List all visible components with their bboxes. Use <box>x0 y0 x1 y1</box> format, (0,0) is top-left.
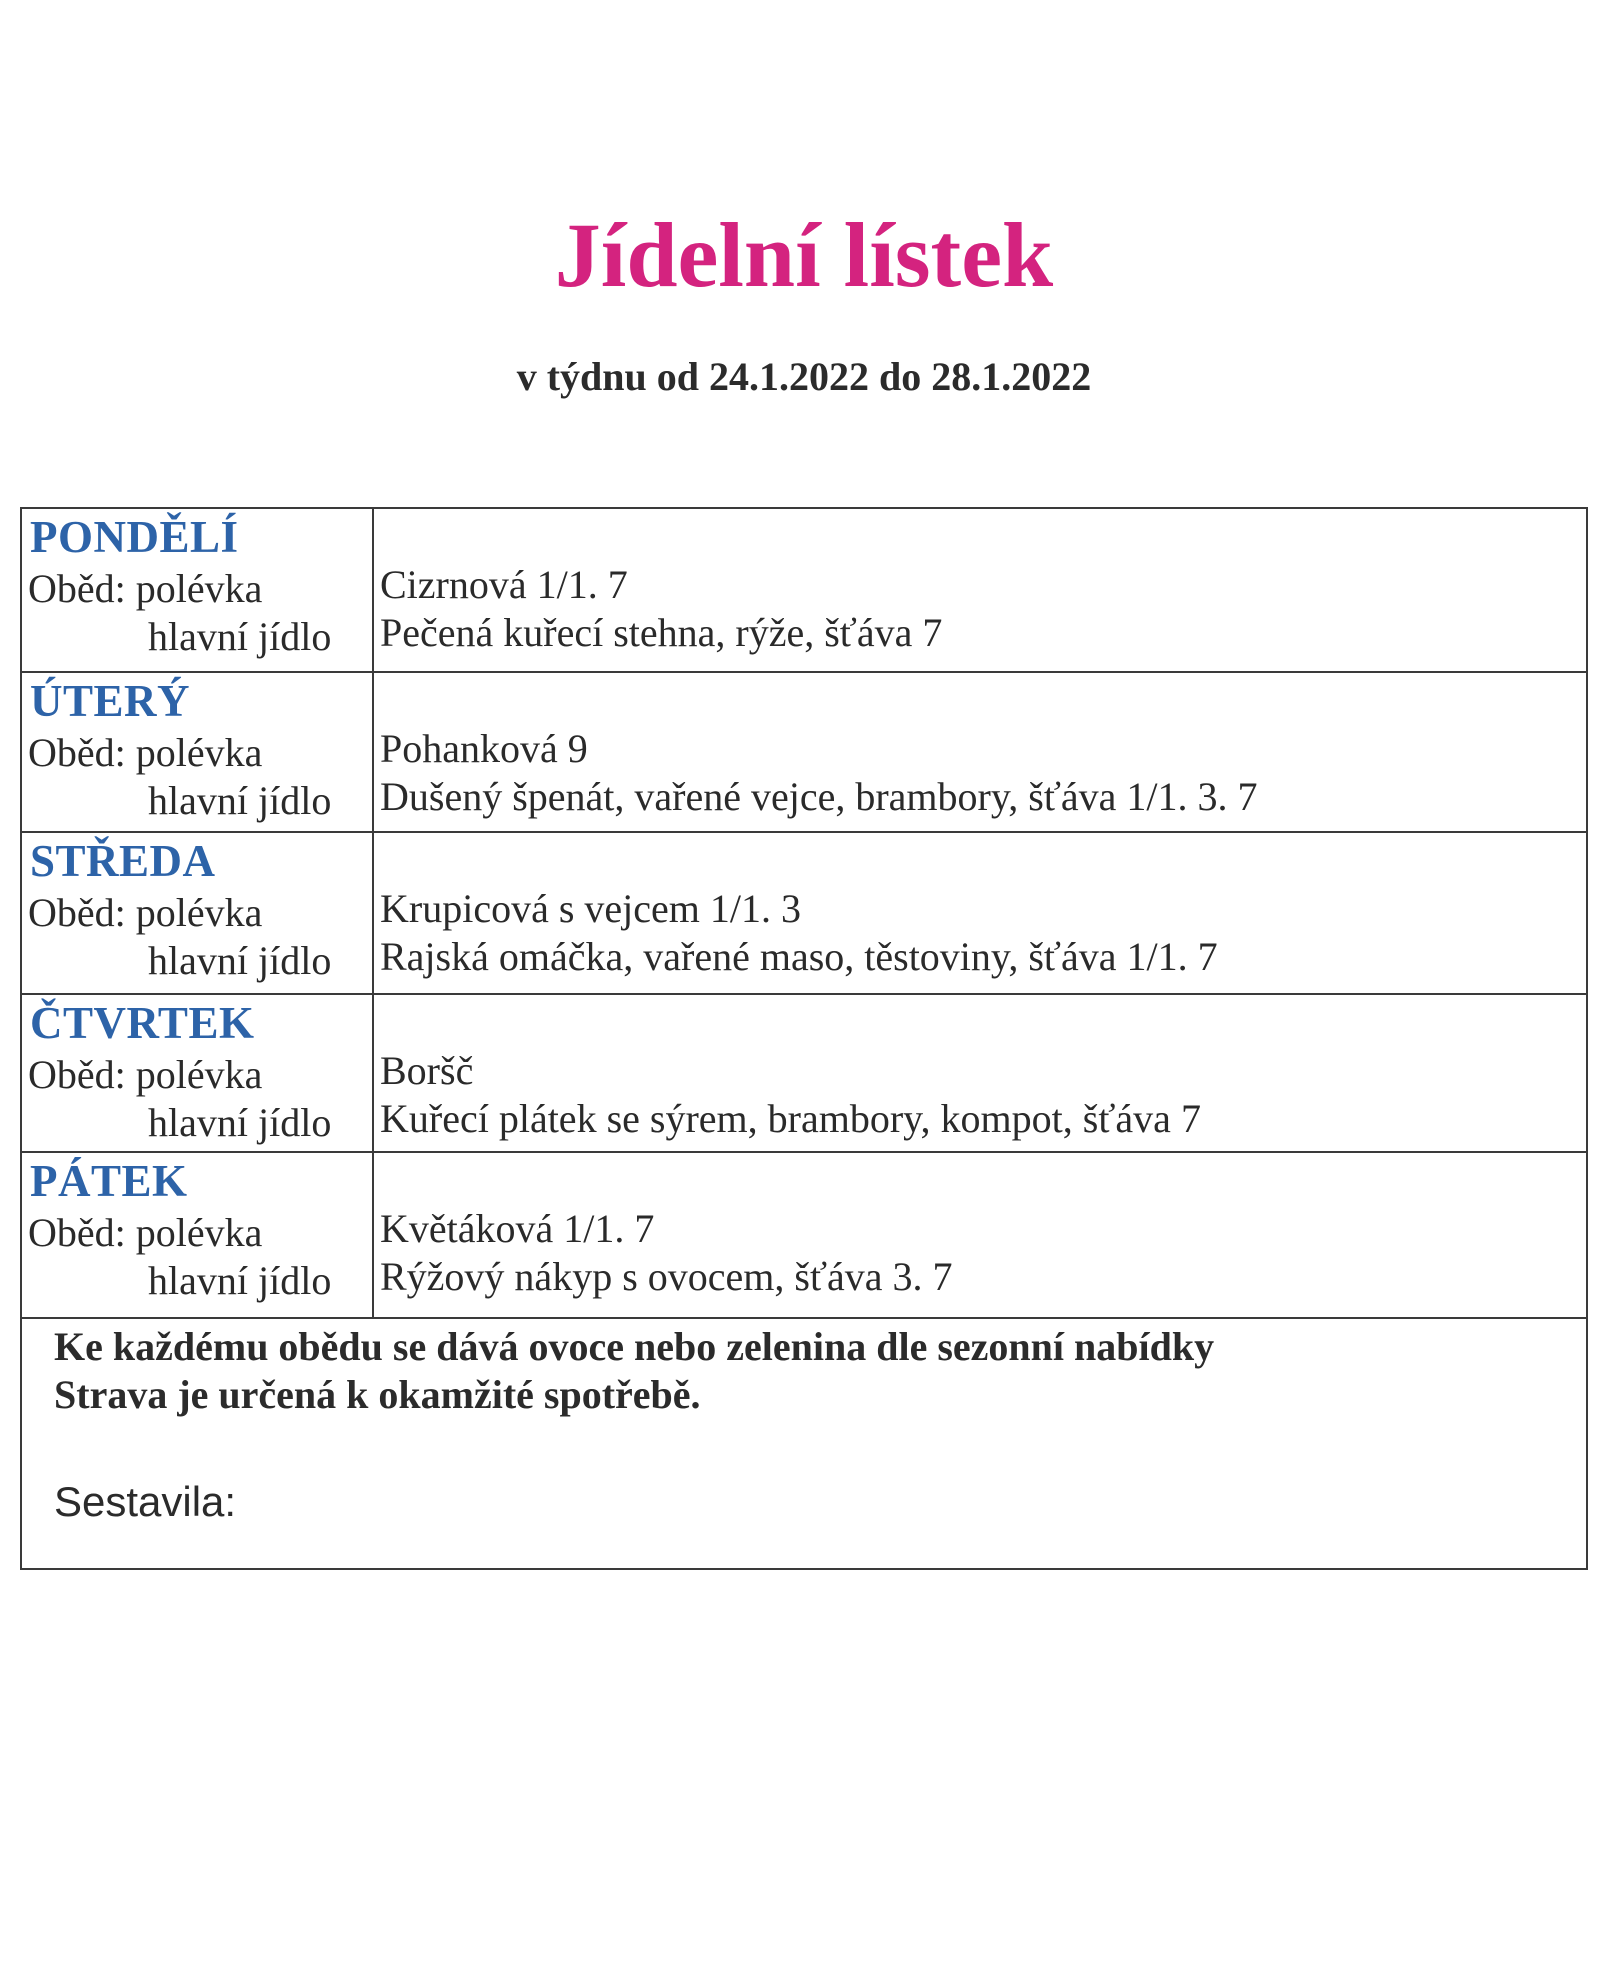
day-label-cell <box>22 1153 374 1317</box>
soup-value: Boršč <box>380 1048 474 1093</box>
soup-label: Oběd: polévka <box>28 890 263 935</box>
main-dish-value: Rýžový nákyp s ovocem, šťáva 3. 7 <box>380 1254 953 1299</box>
soup-value: Krupicová s vejcem 1/1. 3 <box>380 886 801 931</box>
day-row-tuesday <box>22 673 1586 833</box>
soup-label: Oběd: polévka <box>28 1210 263 1255</box>
main-dish-value: Pečená kuřecí stehna, rýže, šťáva 7 <box>380 610 943 655</box>
main-dish-value: Rajská omáčka, vařené maso, těstoviny, šťáva 1/1. 7 <box>380 934 1218 979</box>
day-label-cell <box>22 833 374 993</box>
soup-label: Oběd: polévka <box>28 1052 263 1097</box>
footer-note: Strava je určená k okamžité spotřebě. <box>54 1372 701 1417</box>
main-dish-label: hlavní jídlo <box>148 1258 332 1303</box>
day-name: ČTVRTEK <box>30 998 255 1048</box>
week-range: v týdnu od 24.1.2022 do 28.1.2022 <box>516 354 1092 399</box>
signature-label: Sestavila: <box>54 1478 237 1525</box>
day-row-friday <box>22 1153 1586 1319</box>
main-dish-label: hlavní jídlo <box>148 1100 332 1145</box>
main-dish-label: hlavní jídlo <box>148 614 332 659</box>
soup-value: Cizrnová 1/1. 7 <box>380 562 628 607</box>
day-name: PONDĚLÍ <box>30 512 239 562</box>
day-meal-cell <box>374 995 1586 1151</box>
footer-note: Ke každému obědu se dává ovoce nebo zelenina dle sezonní nabídky <box>54 1324 1215 1369</box>
day-name: PÁTEK <box>30 1156 188 1206</box>
main-dish-label: hlavní jídlo <box>148 778 332 823</box>
day-row-wednesday <box>22 833 1586 995</box>
main-dish-value: Kuřecí plátek se sýrem, brambory, kompot, šťáva 7 <box>380 1096 1201 1141</box>
day-row-thursday <box>22 995 1586 1153</box>
day-meal-cell <box>374 509 1586 671</box>
day-meal-cell <box>374 673 1586 831</box>
menu-footer <box>22 1319 1586 1572</box>
day-meal-cell <box>374 1153 1586 1317</box>
day-label-cell <box>22 673 374 831</box>
menu-table <box>20 507 1588 1570</box>
soup-label: Oběd: polévka <box>28 566 263 611</box>
soup-value: Pohanková 9 <box>380 726 588 771</box>
day-label-cell <box>22 509 374 671</box>
main-dish-value: Dušený špenát, vařené vejce, brambory, šťáva 1/1. 3. 7 <box>380 774 1258 819</box>
day-name: STŘEDA <box>30 836 216 886</box>
day-meal-cell <box>374 833 1586 993</box>
page-title: Jídelní lístek <box>554 204 1054 306</box>
day-row-monday <box>22 509 1586 673</box>
day-name: ÚTERÝ <box>30 676 191 726</box>
day-label-cell <box>22 995 374 1151</box>
soup-value: Květáková 1/1. 7 <box>380 1206 655 1251</box>
soup-label: Oběd: polévka <box>28 730 263 775</box>
main-dish-label: hlavní jídlo <box>148 938 332 983</box>
